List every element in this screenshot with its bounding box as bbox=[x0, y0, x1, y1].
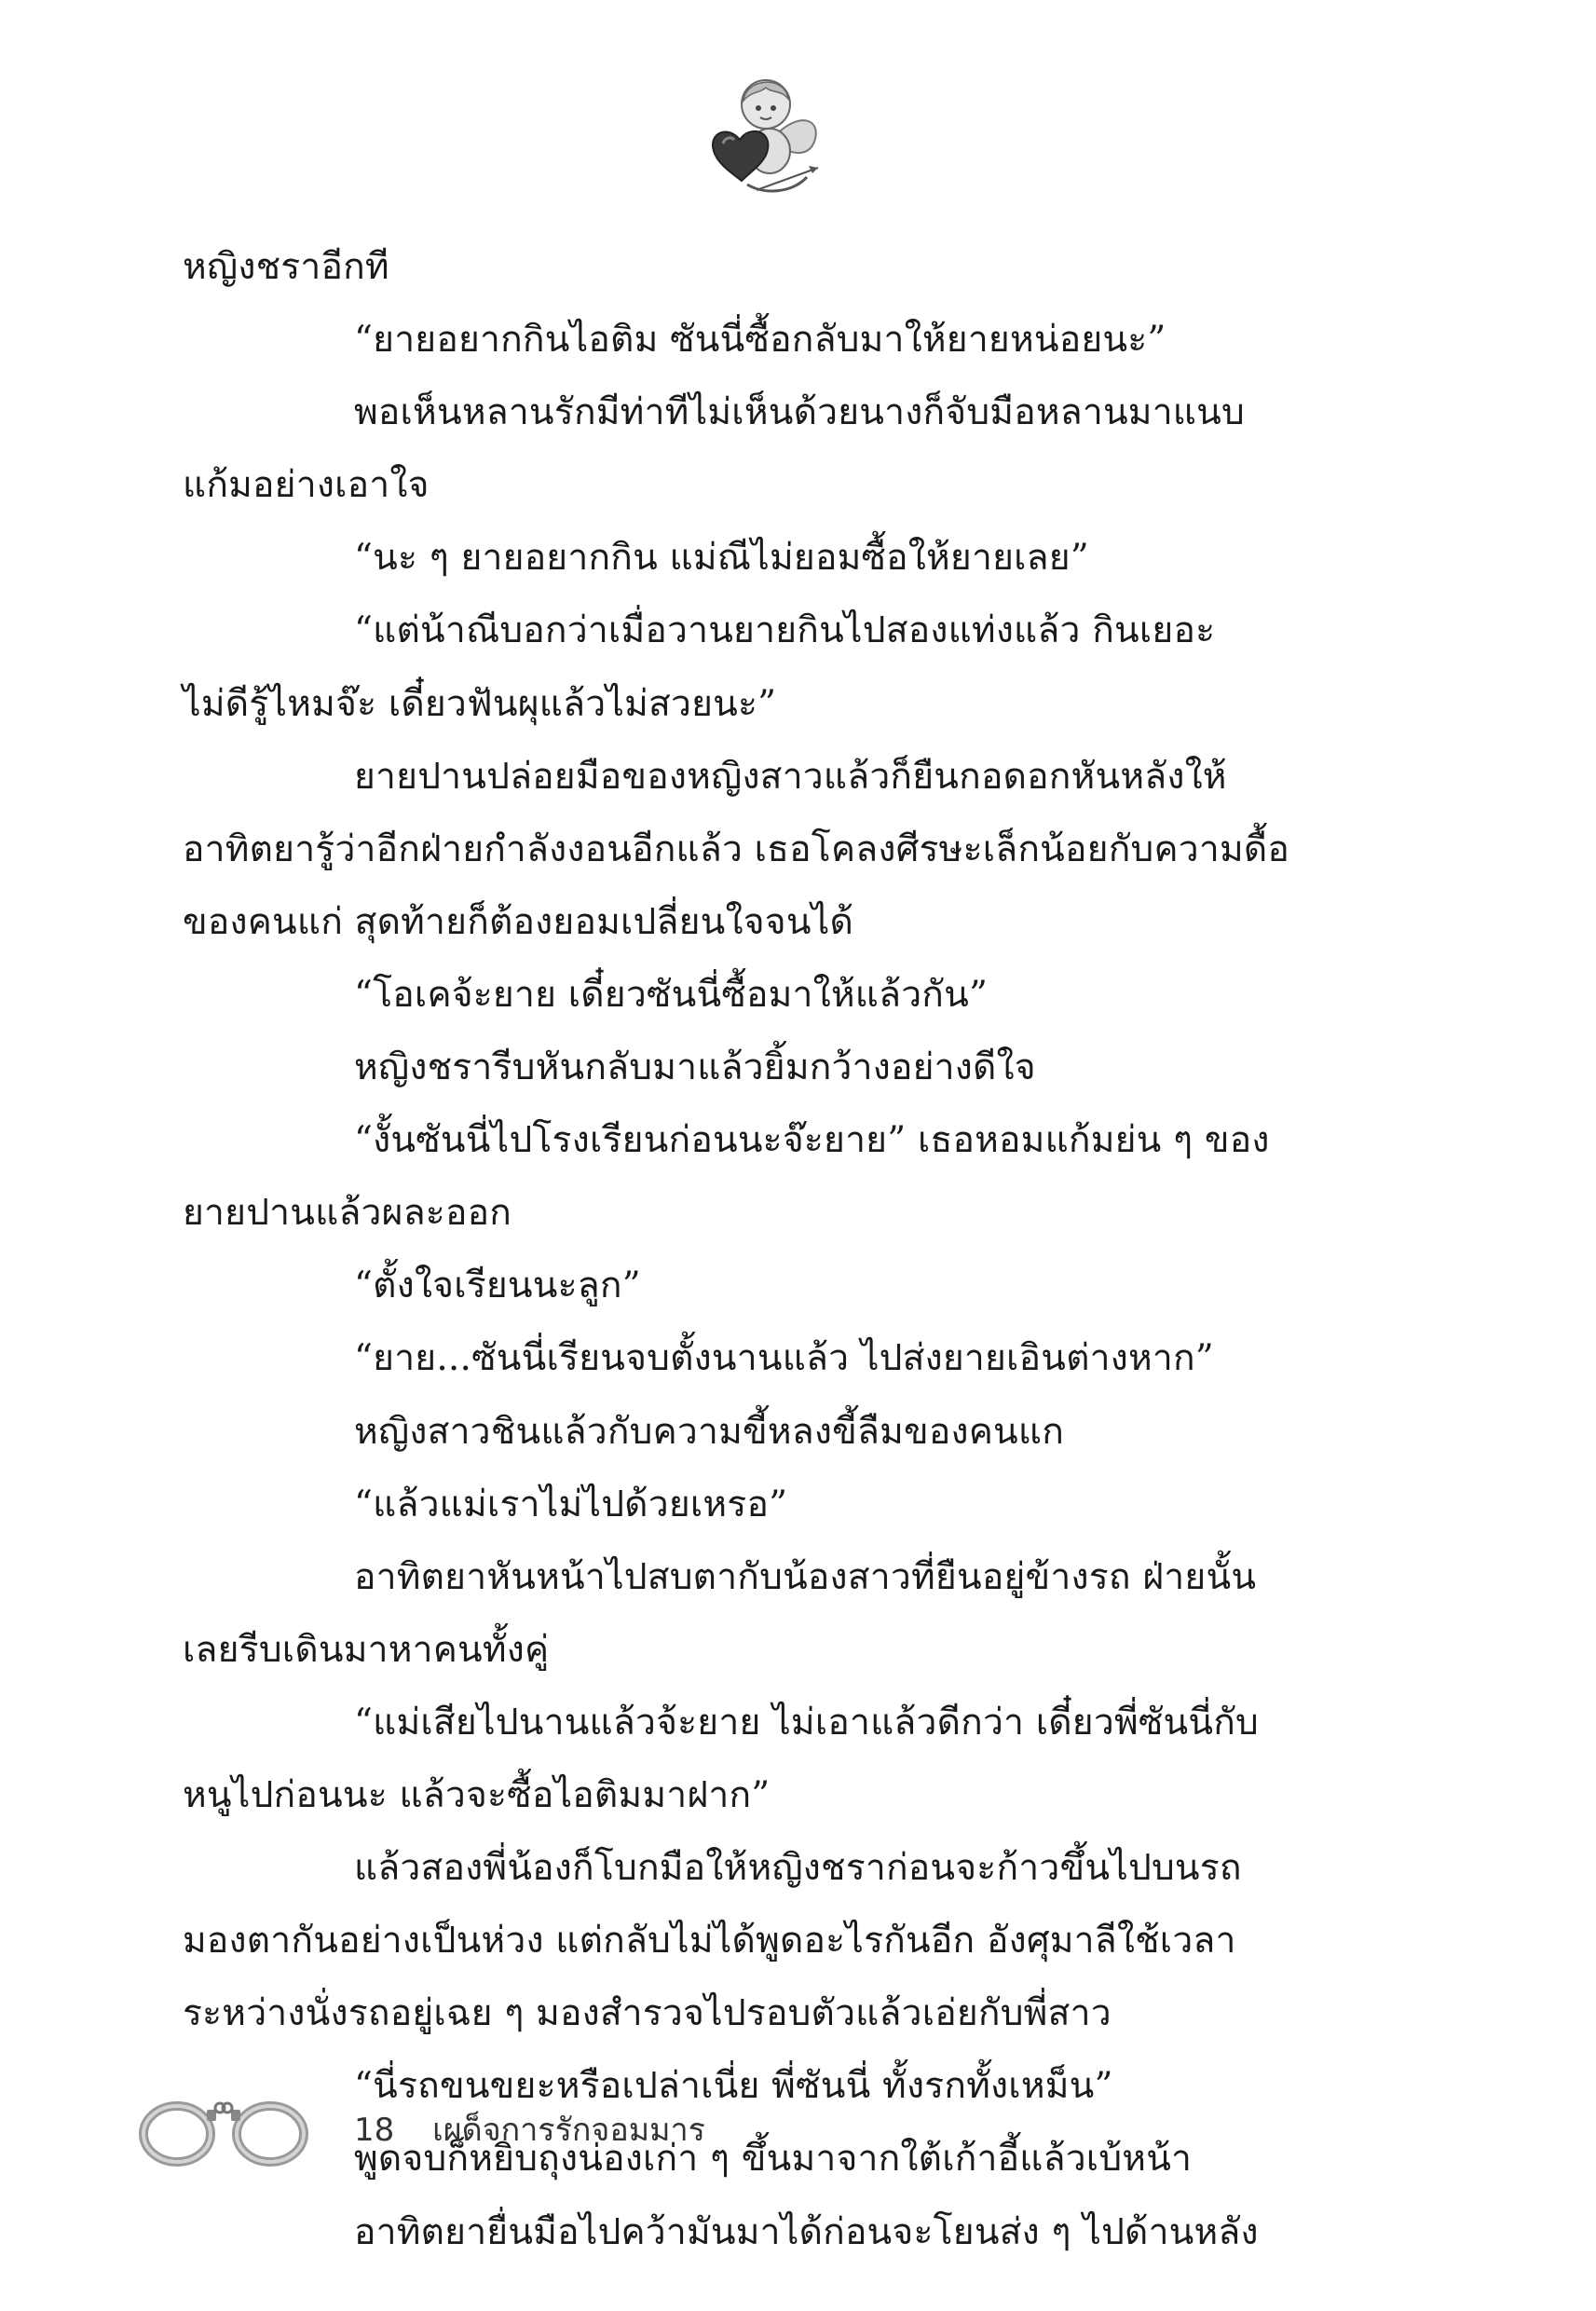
text-line: หนูไปก่อนนะ แล้วจะซื้อไอติมมาฝาก” bbox=[183, 1773, 771, 1816]
text-line: ของคนแก่ สุดท้ายก็ต้องยอมเปลี่ยนใจจนได้ bbox=[183, 900, 854, 943]
text-line: อาทิตยารู้ว่าอีกฝ่ายกำลังงอนอีกแล้ว เธอโคลงศีรษะเล็กน้อยกับความดื้อ bbox=[183, 827, 1290, 870]
text-line: หญิงสาวชินแล้วกับความขี้หลงขี้ลืมของคนแก bbox=[354, 1410, 1065, 1453]
text-line: “แม่เสียไปนานแล้วจ้ะยาย ไม่เอาแล้วดีกว่า เดี๋ยวพี่ซันนี่กับ bbox=[354, 1701, 1260, 1744]
text-line: “ยายอยากกินไอติม ซันนี่ซื้อกลับมาให้ยายหน่อยนะ” bbox=[354, 319, 1166, 362]
text-line: ไม่ดีรู้ไหมจ๊ะ เดี๋ยวฟันผุแล้วไม่สวยนะ” bbox=[183, 682, 777, 725]
text-line: หญิงชรารีบหันกลับมาแล้วยิ้มกว้างอย่างดีใจ bbox=[354, 1046, 1036, 1089]
text-line: หญิงชราอีกที bbox=[183, 246, 389, 288]
text-line: “ตั้งใจเรียนนะลูก” bbox=[354, 1265, 641, 1307]
page-footer bbox=[354, 2104, 705, 2154]
book-title: เผด็จการรักจอมมาร bbox=[432, 2112, 705, 2149]
page-number: 18 bbox=[354, 2112, 395, 2149]
body-text bbox=[183, 231, 1327, 2269]
text-line: อาทิตยาหันหน้าไปสบตากับน้องสาวที่ยืนอยู่ข้างรถ ฝ่ายนั้น bbox=[354, 1555, 1257, 1598]
text-line: “นี่รถขนขยะหรือเปล่าเนี่ย พี่ซันนี่ ทั้งรกทั้งเหม็น” bbox=[354, 2065, 1113, 2108]
text-line: เลยรีบเดินมาหาคนทั้งคู่ bbox=[183, 1628, 550, 1671]
text-line: พูดจบก็หยิบถุงน่องเก่า ๆ ขึ้นมาจากใต้เก้าอี้แล้วเบ้หน้า bbox=[354, 2138, 1193, 2181]
text-line: แก้มอย่างเอาใจ bbox=[183, 464, 430, 507]
text-line: “โอเคจ้ะยาย เดี๋ยวซันนี่ซื้อมาให้แล้วกัน” bbox=[354, 973, 989, 1016]
handcuffs-icon bbox=[130, 2089, 317, 2173]
text-line: “ยาย...ซันนี่เรียนจบตั้งนานแล้ว ไปส่งยายเอินต่างหาก” bbox=[354, 1337, 1214, 1380]
text-line: มองตากันอย่างเป็นห่วง แต่กลับไม่ได้พูดอะไรกันอีก อังศุมาลีใช้เวลา bbox=[183, 1920, 1236, 1962]
text-line: “แล้วแม่เราไม่ไปด้วยเหรอ” bbox=[354, 1483, 788, 1525]
cupid-with-heart-icon bbox=[691, 65, 831, 205]
text-line: พอเห็นหลานรักมีท่าทีไม่เห็นด้วยนางก็จับมือหลานมาแนบ bbox=[354, 391, 1245, 434]
text-line: อาทิตยายื่นมือไปคว้ามันมาได้ก่อนจะโยนส่ง ๆ ไปด้านหลัง bbox=[354, 2210, 1259, 2253]
text-line: ยายปานแล้วผละออก bbox=[183, 1192, 512, 1235]
text-line: “แต่น้าณีบอกว่าเมื่อวานยายกินไปสองแท่งแล้ว กินเยอะ bbox=[354, 609, 1216, 652]
text-line: ระหว่างนั่งรถอยู่เฉย ๆ มองสำรวจไปรอบตัวแล้วเอ่ยกับพี่สาว bbox=[183, 1992, 1112, 2035]
text-line: ยายปานปล่อยมือของหญิงสาวแล้วก็ยืนกอดอกหันหลังให้ bbox=[354, 755, 1227, 798]
text-line: แล้วสองพี่น้องก็โบกมือให้หญิงชราก่อนจะก้าวขึ้นไปบนรถ bbox=[354, 1847, 1242, 1890]
text-line: “งั้นซันนี่ไปโรงเรียนก่อนนะจ๊ะยาย” เธอหอมแก้มย่น ๆ ของ bbox=[354, 1119, 1270, 1162]
text-line: “นะ ๆ ยายอยากกิน แม่ณีไม่ยอมซื้อให้ยายเลย” bbox=[354, 537, 1089, 580]
